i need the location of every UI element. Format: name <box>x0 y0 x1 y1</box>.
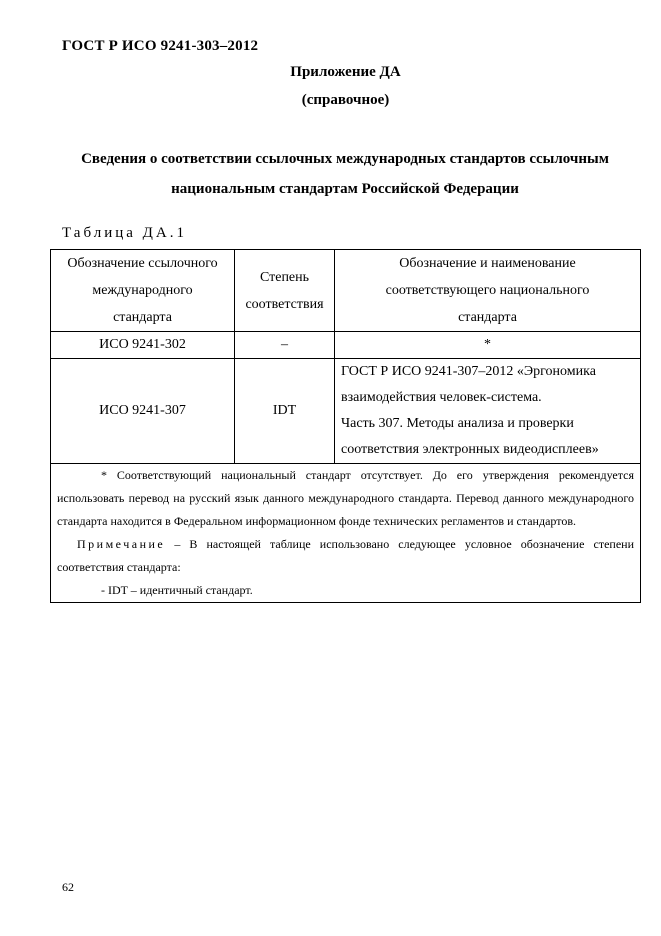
national-line: Часть 307. Методы анализа и проверки <box>341 416 574 431</box>
header-cell-reference <box>51 250 235 332</box>
correspondence-table <box>50 249 641 603</box>
note-label: Примечание <box>77 537 166 551</box>
page-number: 62 <box>62 880 74 894</box>
appendix-subtitle: (справочное) <box>301 92 390 108</box>
header-cell-national <box>335 250 641 332</box>
header-text: соответствия <box>245 296 324 312</box>
section-title <box>55 144 635 204</box>
cell-national: * <box>335 332 641 359</box>
footnote-text: * Соответствующий национальный стандарт отсутствует. До его утверждения рекомендуется использовать перевод на русский язык данного международного стандарта. Перевод данного международного стандарта находится в Федеральном информационном фонде технических регламентов и стандартов. <box>57 468 634 528</box>
appendix-title: Приложение ДА <box>290 64 401 80</box>
table-header-row <box>51 250 641 332</box>
cell-reference: ИСО 9241-302 <box>51 332 235 359</box>
note-text: – В настоящей таблице использовано следующее условное обозначение степени соответствия стандарта: <box>57 537 634 574</box>
national-line: взаимодействия человек-система. <box>341 390 542 405</box>
table-row <box>51 332 641 359</box>
header-text: международного <box>92 283 193 298</box>
cell-reference: ИСО 9241-307 <box>51 359 235 464</box>
note-paragraph <box>57 533 634 579</box>
note-item: - IDT – идентичный стандарт. <box>101 583 253 597</box>
table-footnote-cell <box>51 464 641 603</box>
header-text: стандарта <box>458 310 517 325</box>
header-cell-degree <box>235 250 335 332</box>
header-text: Обозначение ссылочного <box>67 256 218 271</box>
table-footer-row <box>51 464 641 603</box>
header-text: стандарта <box>113 310 172 325</box>
header-text: соответствующего национального <box>385 283 590 298</box>
document-code: ГОСТ Р ИСО 9241-303–2012 <box>62 38 259 54</box>
header-text: Обозначение и наименование <box>399 256 576 271</box>
header-text: Степень <box>259 269 310 285</box>
table-label: Таблица ДА.1 <box>62 225 187 241</box>
national-line: ГОСТ Р ИСО 9241-307–2012 «Эргономика <box>341 364 596 379</box>
section-title-line-1: Сведения о соответствии ссылочных международных стандартов ссылочным <box>81 151 609 167</box>
cell-degree: IDT <box>235 359 335 464</box>
cell-national <box>335 359 641 464</box>
national-line: соответствия электронных видеодисплеев» <box>341 442 599 457</box>
section-title-line-2: национальным стандартам Российской Федерации <box>171 181 519 197</box>
cell-degree: – <box>235 332 335 359</box>
table-row <box>51 359 641 464</box>
